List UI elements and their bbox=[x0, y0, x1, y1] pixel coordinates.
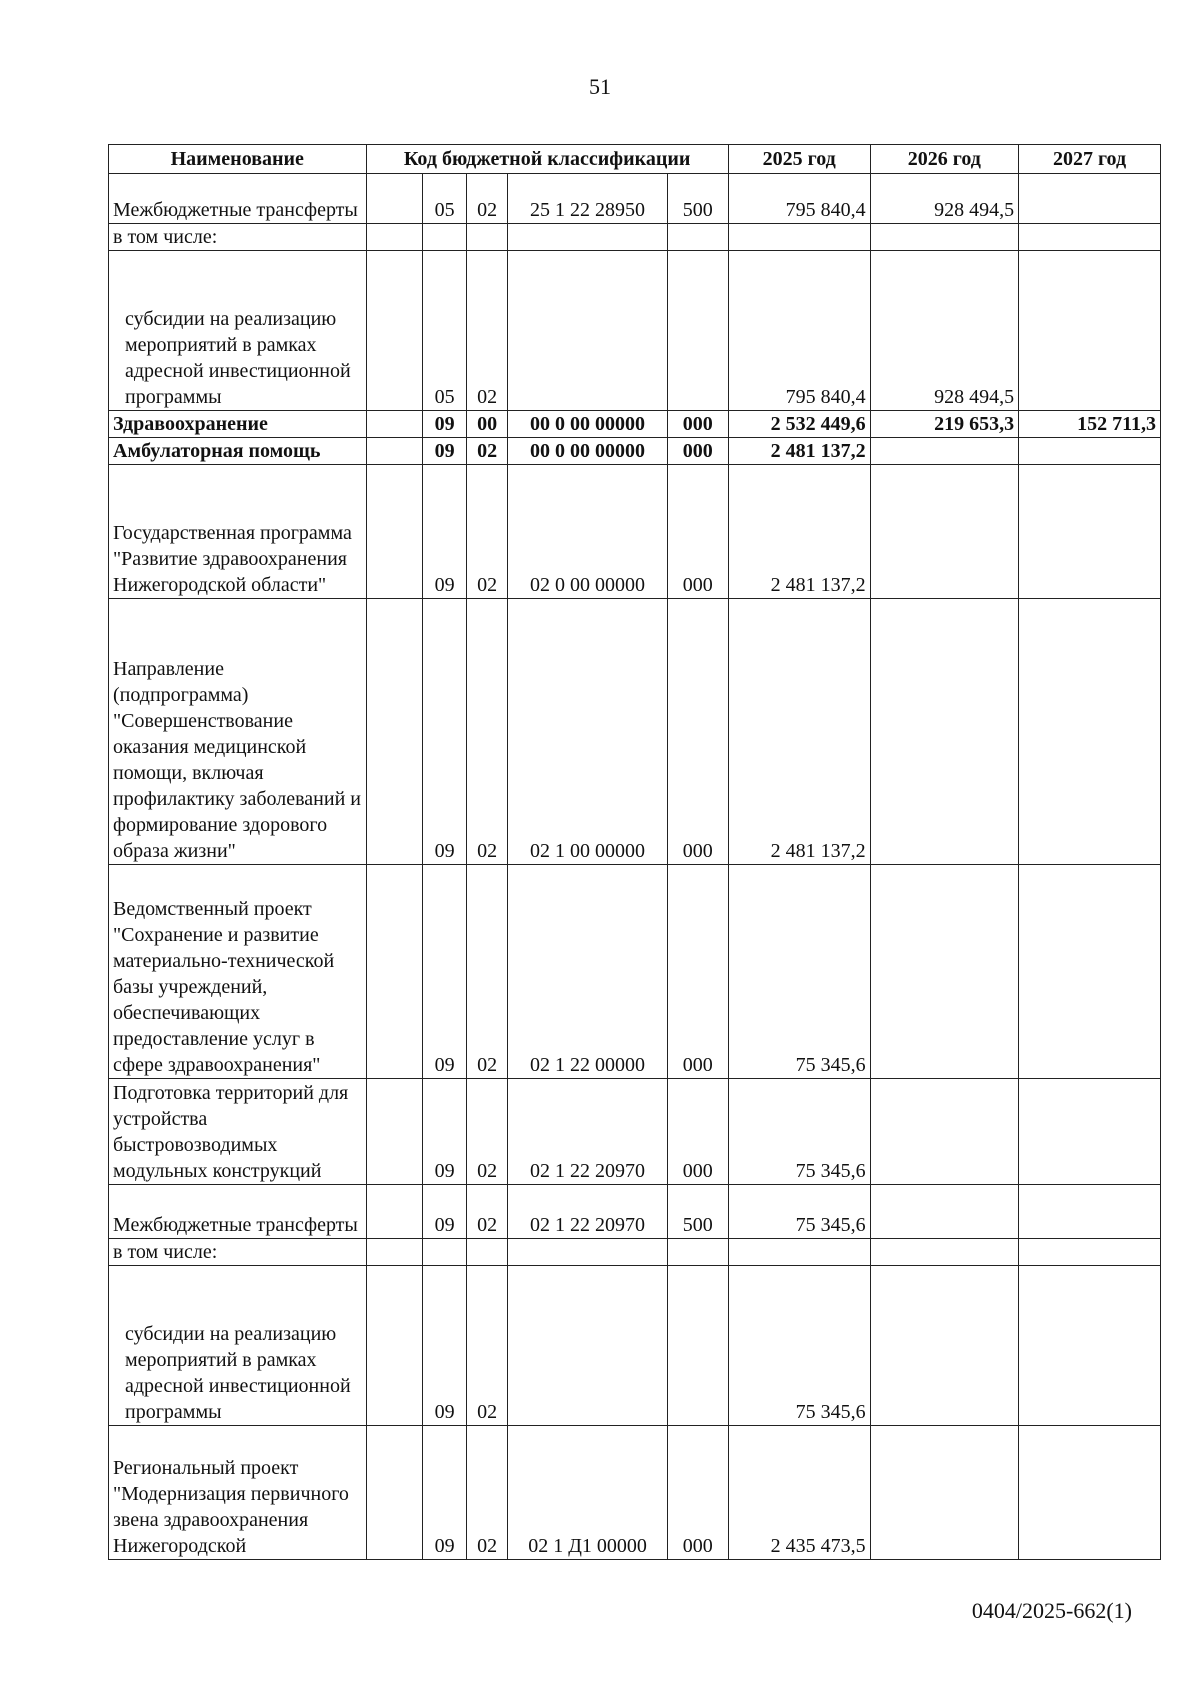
row-subsection: 02 bbox=[466, 174, 507, 224]
header-name: Наименование bbox=[109, 145, 367, 174]
table-row bbox=[109, 865, 1161, 1079]
row-subsection: 02 bbox=[466, 865, 507, 1079]
row-expense-type: 000 bbox=[667, 411, 728, 438]
table-row bbox=[109, 251, 1161, 411]
table-row bbox=[109, 1426, 1161, 1560]
row-section bbox=[423, 224, 467, 251]
row-name: Межбюджетные трансферты bbox=[109, 1185, 367, 1239]
row-subsection: 02 bbox=[466, 251, 507, 411]
row-code-1 bbox=[366, 599, 423, 865]
row-expense-type: 000 bbox=[667, 438, 728, 465]
header-2026: 2026 год bbox=[870, 145, 1018, 174]
table-row bbox=[109, 599, 1161, 865]
row-code-1 bbox=[366, 438, 423, 465]
row-subsection: 02 bbox=[466, 1079, 507, 1185]
row-2025: 2 532 449,6 bbox=[728, 411, 870, 438]
row-section: 09 bbox=[423, 1426, 467, 1560]
row-subsection: 02 bbox=[466, 1426, 507, 1560]
row-section: 09 bbox=[423, 599, 467, 865]
row-2026 bbox=[870, 1239, 1018, 1266]
row-section: 09 bbox=[423, 438, 467, 465]
row-expense-type bbox=[667, 1239, 728, 1266]
row-2027 bbox=[1019, 174, 1161, 224]
table-row bbox=[109, 174, 1161, 224]
row-expense-type: 000 bbox=[667, 1426, 728, 1560]
row-target-article: 25 1 22 28950 bbox=[508, 174, 667, 224]
row-target-article bbox=[508, 1266, 667, 1426]
row-2027 bbox=[1019, 1426, 1161, 1560]
row-section: 05 bbox=[423, 251, 467, 411]
row-2026: 928 494,5 bbox=[870, 174, 1018, 224]
row-subsection: 02 bbox=[466, 1266, 507, 1426]
row-code-1 bbox=[366, 1266, 423, 1426]
table-row bbox=[109, 1266, 1161, 1426]
row-code-1 bbox=[366, 465, 423, 599]
row-expense-type: 000 bbox=[667, 1079, 728, 1185]
row-name: Региональный проект "Модернизация первичного звена здравоохранения Нижегородской bbox=[109, 1426, 367, 1560]
row-subsection bbox=[466, 1239, 507, 1266]
row-section: 09 bbox=[423, 465, 467, 599]
table-row bbox=[109, 411, 1161, 438]
row-name: субсидии на реализацию мероприятий в рамках адресной инвестиционной программы bbox=[109, 251, 367, 411]
row-target-article: 02 1 22 20970 bbox=[508, 1079, 667, 1185]
row-target-article: 02 1 22 00000 bbox=[508, 865, 667, 1079]
row-2027 bbox=[1019, 1239, 1161, 1266]
row-subsection: 02 bbox=[466, 438, 507, 465]
row-section: 09 bbox=[423, 411, 467, 438]
row-subsection: 02 bbox=[466, 465, 507, 599]
row-code-1 bbox=[366, 1185, 423, 1239]
row-2027: 152 711,3 bbox=[1019, 411, 1161, 438]
row-code-1 bbox=[366, 1426, 423, 1560]
table-row bbox=[109, 1185, 1161, 1239]
row-subsection bbox=[466, 224, 507, 251]
row-2025 bbox=[728, 224, 870, 251]
row-2027 bbox=[1019, 865, 1161, 1079]
row-2027 bbox=[1019, 251, 1161, 411]
row-2025: 75 345,6 bbox=[728, 1185, 870, 1239]
row-2026 bbox=[870, 865, 1018, 1079]
row-subsection: 02 bbox=[466, 1185, 507, 1239]
row-2025: 795 840,4 bbox=[728, 251, 870, 411]
row-target-article: 00 0 00 00000 bbox=[508, 438, 667, 465]
row-name: в том числе: bbox=[109, 224, 367, 251]
row-2025: 75 345,6 bbox=[728, 1266, 870, 1426]
header-2025: 2025 год bbox=[728, 145, 870, 174]
row-code-1 bbox=[366, 224, 423, 251]
row-section: 05 bbox=[423, 174, 467, 224]
row-2025: 2 481 137,2 bbox=[728, 599, 870, 865]
row-2027 bbox=[1019, 465, 1161, 599]
row-target-article: 00 0 00 00000 bbox=[508, 411, 667, 438]
row-target-article: 02 1 Д1 00000 bbox=[508, 1426, 667, 1560]
row-2026: 219 653,3 bbox=[870, 411, 1018, 438]
row-code-1 bbox=[366, 251, 423, 411]
row-subsection: 02 bbox=[466, 599, 507, 865]
row-expense-type: 000 bbox=[667, 465, 728, 599]
row-2025 bbox=[728, 1239, 870, 1266]
row-expense-type: 500 bbox=[667, 1185, 728, 1239]
row-section: 09 bbox=[423, 1266, 467, 1426]
row-2027 bbox=[1019, 1079, 1161, 1185]
row-2025: 2 481 137,2 bbox=[728, 438, 870, 465]
row-expense-type bbox=[667, 1266, 728, 1426]
row-2026 bbox=[870, 224, 1018, 251]
row-2026 bbox=[870, 599, 1018, 865]
row-name: Подготовка территорий для устройства быстровозводимых модульных конструкций bbox=[109, 1079, 367, 1185]
document-code: 0404/2025-662(1) bbox=[971, 1598, 1132, 1623]
row-target-article: 02 1 22 20970 bbox=[508, 1185, 667, 1239]
row-code-1 bbox=[366, 865, 423, 1079]
row-target-article bbox=[508, 251, 667, 411]
row-section: 09 bbox=[423, 1185, 467, 1239]
row-2026 bbox=[870, 465, 1018, 599]
row-name: Ведомственный проект "Сохранение и развитие материально-технической базы учреждений, обеспечивающих предоставление услуг в сфере здравоохранения" bbox=[109, 865, 367, 1079]
row-name: Амбулаторная помощь bbox=[109, 438, 367, 465]
row-name: в том числе: bbox=[109, 1239, 367, 1266]
row-2025: 75 345,6 bbox=[728, 865, 870, 1079]
table-header-row bbox=[109, 145, 1161, 174]
row-subsection: 00 bbox=[466, 411, 507, 438]
row-2027 bbox=[1019, 438, 1161, 465]
row-target-article: 02 0 00 00000 bbox=[508, 465, 667, 599]
row-expense-type: 000 bbox=[667, 865, 728, 1079]
row-2026 bbox=[870, 1079, 1018, 1185]
row-code-1 bbox=[366, 1239, 423, 1266]
table-row bbox=[109, 465, 1161, 599]
table-row bbox=[109, 438, 1161, 465]
row-2026 bbox=[870, 1426, 1018, 1560]
row-code-1 bbox=[366, 174, 423, 224]
row-2027 bbox=[1019, 1266, 1161, 1426]
row-target-article bbox=[508, 1239, 667, 1266]
row-section: 09 bbox=[423, 1079, 467, 1185]
header-code: Код бюджетной классификации bbox=[366, 145, 728, 174]
row-2025: 2 481 137,2 bbox=[728, 465, 870, 599]
row-section: 09 bbox=[423, 865, 467, 1079]
row-target-article: 02 1 00 00000 bbox=[508, 599, 667, 865]
table-row bbox=[109, 224, 1161, 251]
row-section bbox=[423, 1239, 467, 1266]
row-expense-type bbox=[667, 251, 728, 411]
row-expense-type: 500 bbox=[667, 174, 728, 224]
page-number: 51 bbox=[589, 74, 611, 99]
row-expense-type: 000 bbox=[667, 599, 728, 865]
row-code-1 bbox=[366, 411, 423, 438]
row-code-1 bbox=[366, 1079, 423, 1185]
row-name: Здравоохранение bbox=[109, 411, 367, 438]
row-name: Межбюджетные трансферты bbox=[109, 174, 367, 224]
row-2027 bbox=[1019, 1185, 1161, 1239]
row-2026 bbox=[870, 1266, 1018, 1426]
row-2027 bbox=[1019, 599, 1161, 865]
row-target-article bbox=[508, 224, 667, 251]
table-row bbox=[109, 1079, 1161, 1185]
budget-table bbox=[108, 144, 1161, 1560]
row-2026 bbox=[870, 1185, 1018, 1239]
header-2027: 2027 год bbox=[1019, 145, 1161, 174]
row-name: Направление (подпрограмма) "Совершенствование оказания медицинской помощи, включая профилактику заболеваний и формирование здорового образа жизни" bbox=[109, 599, 367, 865]
row-2026: 928 494,5 bbox=[870, 251, 1018, 411]
row-2027 bbox=[1019, 224, 1161, 251]
row-2025: 795 840,4 bbox=[728, 174, 870, 224]
row-name: субсидии на реализацию мероприятий в рамках адресной инвестиционной программы bbox=[109, 1266, 367, 1426]
row-2026 bbox=[870, 438, 1018, 465]
table-row bbox=[109, 1239, 1161, 1266]
row-expense-type bbox=[667, 224, 728, 251]
row-2025: 2 435 473,5 bbox=[728, 1426, 870, 1560]
row-name: Государственная программа "Развитие здравоохранения Нижегородской области" bbox=[109, 465, 367, 599]
row-2025: 75 345,6 bbox=[728, 1079, 870, 1185]
